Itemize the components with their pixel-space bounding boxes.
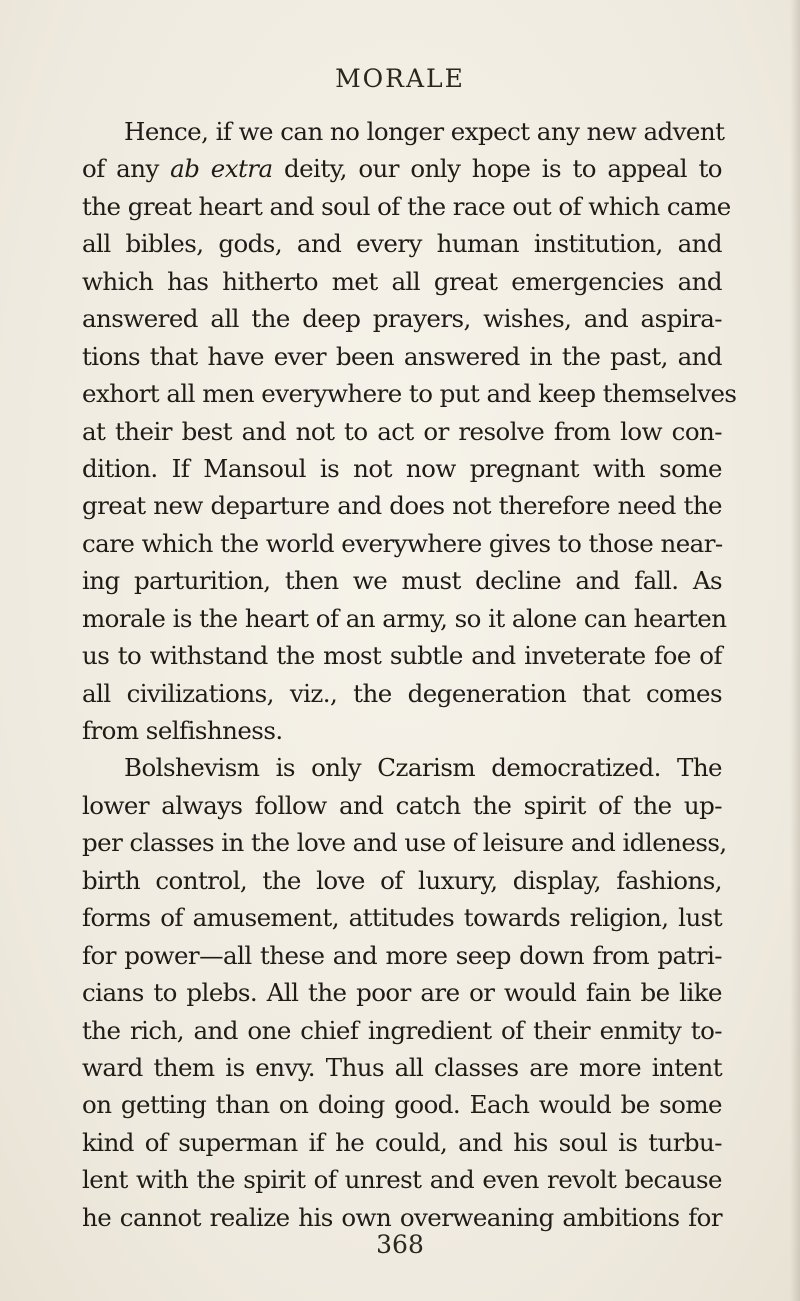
text-segment: deity, our only hope is to appeal to <box>272 154 722 184</box>
body-text <box>82 113 737 1236</box>
page-number: 368 <box>376 1230 424 1259</box>
text-line: Hence, if we can no longer expect any new advent <box>124 117 725 146</box>
text-line: us to withstand the most subtle and inveterate foe of <box>82 641 722 671</box>
text-line: dition. If Mansoul is not now pregnant with some <box>82 453 722 483</box>
text-line: exhort all men everywhere to put and keep themselves <box>82 379 737 409</box>
text-line: lower always follow and catch the spirit of the up- <box>82 790 722 820</box>
text-line: cians to plebs. All the poor are or would fain be like <box>82 978 722 1008</box>
text-line: great new departure and does not therefore need the <box>82 491 722 521</box>
text-line: forms of amusement, attitudes towards religion, lust <box>82 903 722 933</box>
text-line: Bolshevism is only Czarism democratized. The <box>124 753 722 783</box>
running-head: MORALE <box>335 64 465 93</box>
text-line: tions that have ever been answered in the past, and <box>82 341 722 371</box>
italic-phrase: ab extra <box>170 154 273 184</box>
text-line: morale is the heart of an army, so it alone can hearten <box>82 603 727 633</box>
text-line: answered all the deep prayers, wishes, and aspira- <box>82 304 722 334</box>
text-line: the rich, and one chief ingredient of their enmity to- <box>82 1015 722 1045</box>
text-line: for power—all these and more seep down from patri- <box>82 940 722 970</box>
text-line: at their best and not to act or resolve from low con- <box>82 416 722 446</box>
text-line: he cannot realize his own overweaning ambitions for <box>82 1202 722 1232</box>
text-line <box>82 150 722 187</box>
text-line: care which the world everywhere gives to those near- <box>82 528 723 558</box>
text-line: birth control, the love of luxury, display, fashions, <box>82 865 722 895</box>
text-line: all bibles, gods, and every human institution, and <box>82 229 722 259</box>
text-line: the great heart and soul of the race out of which came <box>82 191 731 221</box>
text-line: which has hitherto met all great emergencies and <box>82 266 722 296</box>
text-line: ward them is envy. Thus all classes are more intent <box>82 1052 722 1082</box>
text-line: from selfishness. <box>82 716 283 745</box>
text-line: per classes in the love and use of leisure and idleness, <box>82 828 727 858</box>
text-line: ing parturition, then we must decline and fall. As <box>82 566 722 596</box>
text-line: kind of superman if he could, and his soul is turbu- <box>82 1127 722 1157</box>
page-edge-shadow <box>790 0 800 1301</box>
text-segment: of any <box>82 154 171 184</box>
text-line: on getting than on doing good. Each would be some <box>82 1090 722 1120</box>
text-line: all civilizations, viz., the degeneration that comes <box>82 678 722 708</box>
text-line: lent with the spirit of unrest and even revolt because <box>82 1165 722 1195</box>
